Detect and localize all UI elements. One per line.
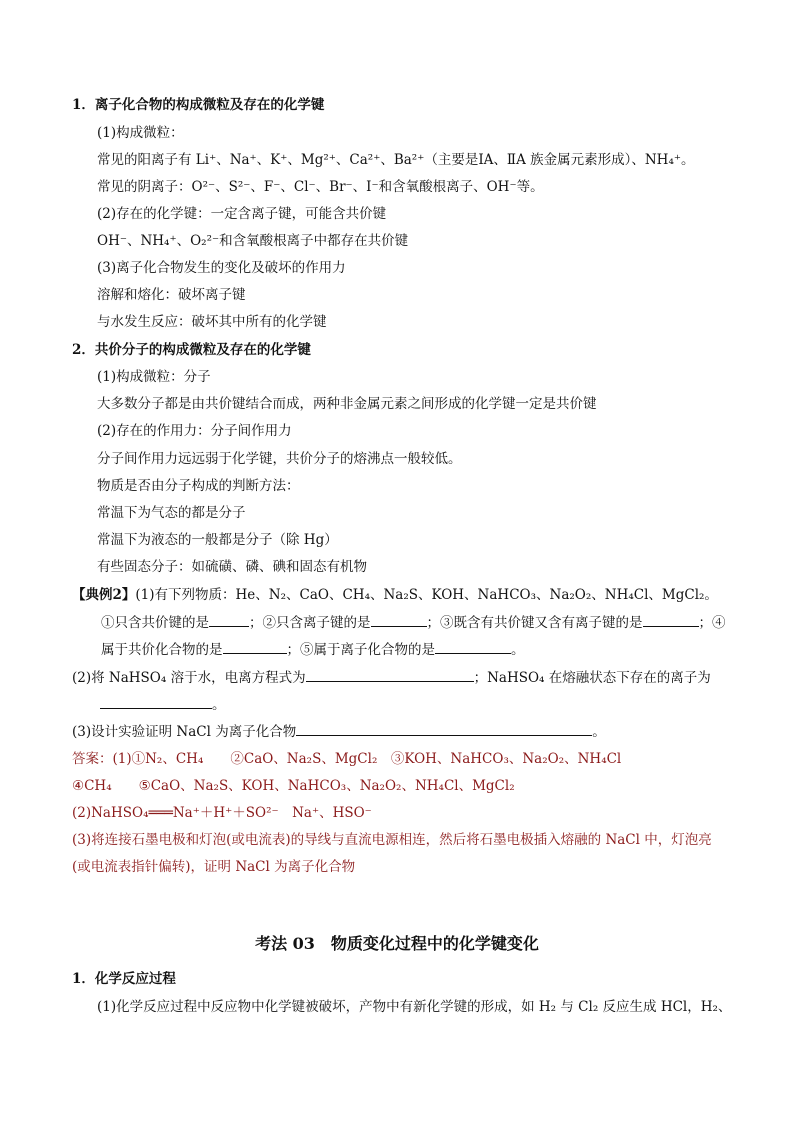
sec3-line-1: (1)化学反应过程中反应物中化学键被破坏，产物中有新化学键的形成，如 H₂ 与 Cl₂ 反应生成 HCl，H₂、 xyxy=(97,999,732,1015)
section-2-heading: 2．共价分子的构成微粒及存在的化学键 xyxy=(72,342,311,358)
answer-line-5: (或电流表指针偏转)，证明 NaCl 为离子化合物 xyxy=(72,859,356,875)
example-question-1-parts-a xyxy=(101,613,726,632)
q1-part-4: ；④ xyxy=(698,615,726,631)
sec2-line-4: 分子间作用力远远弱于化学键，共价分子的熔沸点一般较低。 xyxy=(97,451,462,467)
sec1-line-3: 常见的阴离子：O²⁻、S²⁻、F⁻、Cl⁻、Br⁻、I⁻和含氧酸根离子、OH⁻等。 xyxy=(97,179,544,195)
example-question-1-parts-b xyxy=(101,640,525,659)
sec2-line-6: 常温下为气态的都是分子 xyxy=(97,505,246,521)
q1-part-7: 。 xyxy=(511,642,525,658)
example-tag: 【典例2】 xyxy=(72,587,136,603)
answer-blank-6[interactable] xyxy=(306,668,474,682)
sec2-line-8: 有些固态分子：如硫磺、磷、碘和固态有机物 xyxy=(97,559,367,575)
sec2-line-2: 大多数分子都是由共价键结合而成，两种非金属元素之间形成的化学键一定是共价键 xyxy=(97,396,597,412)
q1-part-1: ①只含共价键的是 xyxy=(101,615,209,631)
sec1-line-2: 常见的阳离子有 Li⁺、Na⁺、K⁺、Mg²⁺、Ca²⁺、Ba²⁺（主要是ⅠA、ⅡA 族金属元素形成）、NH₄⁺。 xyxy=(97,152,695,168)
answer-line-4: (3)将连接石墨电极和灯泡(或电流表)的导线与直流电源相连，然后将石墨电极插入熔融的 NaCl 中，灯泡亮 xyxy=(72,832,712,848)
answer-line-2: ④CH₄ ⑤CaO、Na₂S、KOH、NaHCO₃、Na₂O₂、NH₄Cl、MgCl₂ xyxy=(72,778,515,794)
sec2-line-7: 常温下为液态的一般都是分子（除 Hg） xyxy=(97,532,338,548)
example-question-3 xyxy=(72,722,606,741)
answer-blank-5[interactable] xyxy=(435,640,511,654)
example-question-1 xyxy=(72,586,718,604)
sec1-line-6: (3)离子化合物发生的变化及破坏的作用力 xyxy=(97,260,346,276)
q1-part-2: ；②只含离子键的是 xyxy=(249,615,371,631)
q3-part-2: 。 xyxy=(592,724,606,740)
answer-blank-7[interactable] xyxy=(100,695,212,709)
sec2-line-1: (1)构成微粒：分子 xyxy=(97,369,211,385)
sec2-line-3: (2)存在的作用力：分子间作用力 xyxy=(97,423,292,439)
answer-blank-2[interactable] xyxy=(371,613,427,627)
sec1-line-4: (2)存在的化学键：一定含离子键，可能含共价键 xyxy=(97,206,387,222)
example-question-2-cont xyxy=(72,695,226,714)
q1-part-5: 属于共价化合物的是 xyxy=(101,642,223,658)
q2-part-3: 。 xyxy=(212,697,226,713)
sec1-line-5: OH⁻、NH₄⁺、O₂²⁻和含氧酸根离子中都存在共价键 xyxy=(97,233,409,249)
sec2-line-5: 物质是否由分子构成的判断方法： xyxy=(97,478,300,494)
answer-line-1: 答案：(1)①N₂、CH₄ ②CaO、Na₂S、MgCl₂ ③KOH、NaHCO₃、Na₂O₂、NH₄Cl xyxy=(72,751,622,767)
section-3-title: 考法 03 物质变化过程中的化学键变化 xyxy=(255,934,539,953)
answer-blank-1[interactable] xyxy=(209,613,249,627)
example-q1-text: (1)有下列物质：He、N₂、CaO、CH₄、Na₂S、KOH、NaHCO₃、Na₂O₂、NH₄Cl、MgCl₂。 xyxy=(135,587,718,603)
q1-part-3: ；③既含有共价键又含有离子键的是 xyxy=(426,615,643,631)
answer-line-3: (2)NaHSO₄═══Na⁺＋H⁺＋SO²⁻ Na⁺、HSO⁻ xyxy=(72,805,372,821)
section-1-heading: 1．离子化合物的构成微粒及存在的化学键 xyxy=(72,97,325,113)
sec1-line-7: 溶解和熔化：破坏离子键 xyxy=(97,287,246,303)
q2-part-2: ；NaHSO₄ 在熔融状态下存在的离子为 xyxy=(473,670,711,686)
q1-part-6: ；⑤属于离子化合物的是 xyxy=(286,642,435,658)
answer-blank-4[interactable] xyxy=(223,640,287,654)
section-3-heading: 1．化学反应过程 xyxy=(72,971,176,987)
answer-blank-3[interactable] xyxy=(643,613,699,627)
answer-blank-8[interactable] xyxy=(296,722,592,736)
q3-part-1: (3)设计实验证明 NaCl 为离子化合物 xyxy=(72,724,297,740)
q2-part-1: (2)将 NaHSO₄ 溶于水，电离方程式为 xyxy=(72,670,306,686)
sec1-line-1: (1)构成微粒： xyxy=(97,125,184,141)
example-question-2 xyxy=(72,668,711,687)
sec1-line-8: 与水发生反应：破坏其中所有的化学键 xyxy=(97,314,327,330)
